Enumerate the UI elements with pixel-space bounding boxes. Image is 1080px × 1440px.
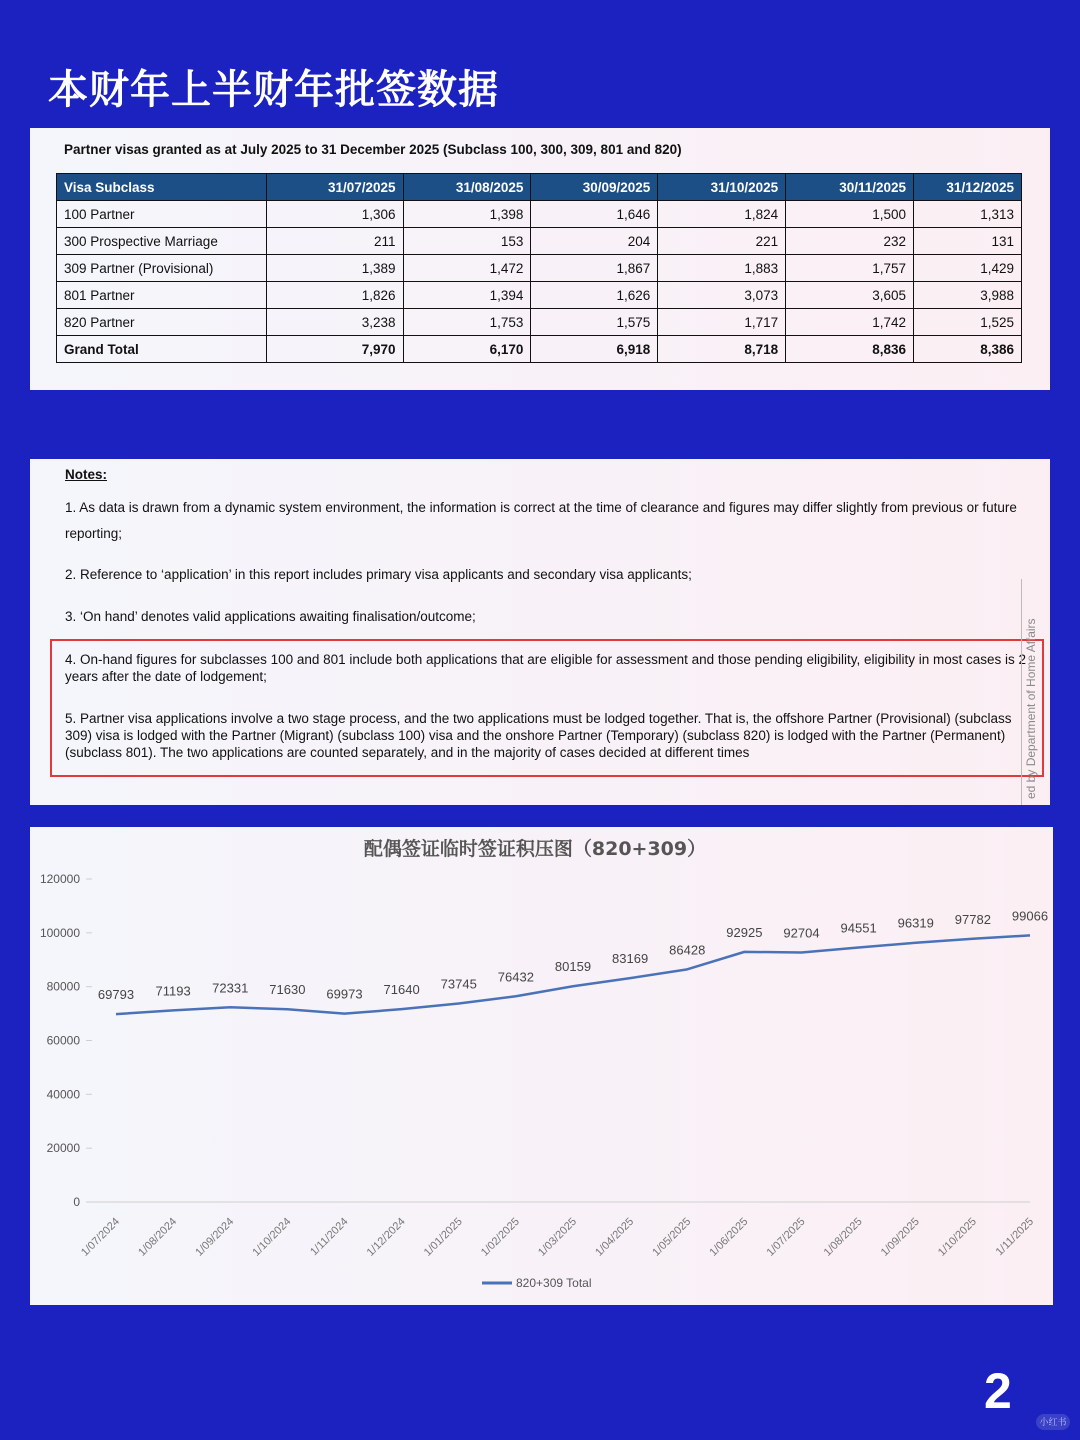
note-item: 1. As data is drawn from a dynamic system environment, the information is correct at the time of clearance and figures may differ slightly from previous or future reporting; [65,500,1017,541]
table-cell: 1,389 [266,255,403,282]
table-cell: 131 [914,228,1022,255]
data-label: 97782 [954,911,991,927]
header-cell: Visa Subclass [57,174,267,201]
x-tick-label: 1/02/2025 [478,1215,522,1259]
x-tick-label: 1/03/2025 [536,1215,580,1259]
table-cell: Grand Total [57,336,267,363]
data-label: 69793 [97,987,135,1003]
table-cell: 3,073 [658,282,786,309]
table-cell: 1,826 [266,282,403,309]
notes-panel [30,459,1050,805]
x-tick-label: 1/11/2024 [308,1215,351,1259]
series-line [116,935,1030,1014]
y-tick-label: 0 [73,1195,80,1209]
data-label: 76432 [497,969,534,985]
table-cell: 6,170 [403,336,531,363]
table-row [57,228,1022,255]
data-label: 80159 [554,959,592,975]
table-cell: 1,646 [531,201,658,228]
x-tick-label: 1/05/2025 [650,1215,694,1259]
table-row [57,309,1022,336]
table-row [57,255,1022,282]
header-cell: 31/08/2025 [403,174,531,201]
table-cell: 221 [658,228,786,255]
data-label: 83169 [612,951,649,967]
table-cell: 1,575 [531,309,658,336]
note-item: 4. On-hand figures for subclasses 100 and 801 include both applications that are eligible for assessment and those pending eligibility, eligibility in most cases is 2 years after the date of lodgement; [65,652,1027,684]
page-title: 本财年上半财年批签数据 [48,67,499,113]
header-cell: 30/09/2025 [531,174,658,201]
highlight-box [50,639,1044,777]
x-tick-label: 1/04/2025 [593,1215,637,1259]
table-cell: 801 Partner [57,282,267,309]
table-cell: 1,429 [914,255,1022,282]
series-layer [98,908,1048,1014]
table-cell: 7,970 [266,336,403,363]
data-label: 71193 [155,983,191,999]
x-tick-label: 1/10/2025 [935,1215,979,1259]
notes-heading: Notes: [65,467,108,482]
y-axis [40,872,92,1209]
table-cell: 1,500 [786,201,914,228]
table-cell: 1,313 [914,201,1022,228]
chart-legend [482,1276,592,1290]
table-header-row [57,174,1022,201]
table-cell: 1,626 [531,282,658,309]
table-cell: 309 Partner (Provisional) [57,255,267,282]
table-cell: 8,836 [786,336,914,363]
data-label: 86428 [669,942,706,958]
header-cell: 30/11/2025 [786,174,914,201]
chart-panel [30,827,1053,1305]
table-cell: 1,472 [403,255,531,282]
header-cell: 31/10/2025 [658,174,786,201]
data-label: 96319 [897,915,934,931]
x-axis [79,1202,1036,1259]
x-tick-label: 1/08/2024 [136,1215,180,1259]
x-tick-label: 1/10/2024 [250,1215,294,1259]
data-label: 69973 [326,986,363,1002]
y-tick-label: 60000 [46,1033,80,1048]
table-cell: 1,394 [403,282,531,309]
table-cell: 204 [531,228,658,255]
table-row [57,282,1022,309]
data-label: 94551 [840,920,877,936]
table-cell: 1,306 [266,201,403,228]
table-cell: 1,883 [658,255,786,282]
note-item: 3. ‘On hand’ denotes valid applications awaiting finalisation/outcome; [65,609,476,624]
table-cell: 300 Prospective Marriage [57,228,267,255]
table-cell: 1,525 [914,309,1022,336]
x-tick-label: 1/01/2025 [421,1215,465,1259]
table-row [57,201,1022,228]
x-tick-label: 1/11/2025 [993,1215,1037,1259]
x-tick-label: 1/07/2024 [79,1215,123,1259]
watermark-badge: 小红书 [1036,1414,1070,1430]
table-cell: 820 Partner [57,309,267,336]
note-item: 2. Reference to ‘application’ in this report includes primary visa applicants and secondary visa applicants; [65,567,692,582]
page-number: 2 [984,1363,1012,1419]
backlog-line-chart [30,827,1053,1305]
table-cell: 1,398 [403,201,531,228]
visa-grants-table [56,173,1022,363]
table-cell: 100 Partner [57,201,267,228]
table-panel [30,128,1050,390]
table-cell: 8,718 [658,336,786,363]
table-cell: 211 [266,228,403,255]
x-tick-label: 1/09/2025 [878,1215,922,1259]
table-total-row [57,336,1022,363]
y-tick-label: 100000 [39,925,80,940]
table-cell: 232 [786,228,914,255]
chart-title: 配偶签证临时签证积压图（820+309） [363,838,707,860]
x-tick-label: 1/08/2025 [821,1215,865,1259]
x-tick-label: 1/07/2025 [764,1215,808,1259]
table-cell: 8,386 [914,336,1022,363]
x-tick-label: 1/09/2024 [193,1215,237,1259]
y-tick-label: 120000 [39,872,80,886]
table-cell: 1,867 [531,255,658,282]
y-tick-label: 40000 [46,1087,80,1102]
table-cell: 153 [403,228,531,255]
data-label: 92925 [726,924,763,940]
table-cell: 1,757 [786,255,914,282]
watermark [1021,579,1044,805]
table-cell: 3,605 [786,282,914,309]
data-label: 92704 [783,925,820,941]
data-label: 71640 [383,982,420,998]
data-label: 73745 [440,976,477,992]
y-tick-label: 80000 [46,979,80,994]
table-cell: 3,238 [266,309,403,336]
data-label: 99066 [1011,908,1049,924]
data-label: 72331 [212,980,249,996]
watermark-text: ed by Department of Home Affairs [1024,618,1038,799]
table-cell: 1,753 [403,309,531,336]
data-label: 71630 [269,982,306,998]
table-cell: 1,824 [658,201,786,228]
y-tick-label: 20000 [46,1141,80,1156]
x-tick-label: 1/12/2024 [364,1215,408,1259]
table-cell: 3,988 [914,282,1022,309]
legend-label: 820+309 Total [516,1276,592,1290]
table-title: Partner visas granted as at July 2025 to 31 December 2025 (Subclass 100, 300, 309, 801 and 820) [64,142,682,157]
table-cell: 6,918 [531,336,658,363]
note-item: 5. Partner visa applications involve a two stage process, and the two applications must be lodged together. That is, the offshore Partner (Provisional) (subclass 309) visa is lodged with the Partner (Migrant) (subclass 100) visa and the onshore Partner (Temporary) (subclass 820) is lodged with the Partner (Permanent) (subclass 801). The two applications are counted separately, and in the majority of cases decided at different times [65,711,1012,760]
header-cell: 31/12/2025 [914,174,1022,201]
table-cell: 1,742 [786,309,914,336]
table-cell: 1,717 [658,309,786,336]
x-tick-label: 1/06/2025 [707,1215,751,1259]
header-cell: 31/07/2025 [266,174,403,201]
